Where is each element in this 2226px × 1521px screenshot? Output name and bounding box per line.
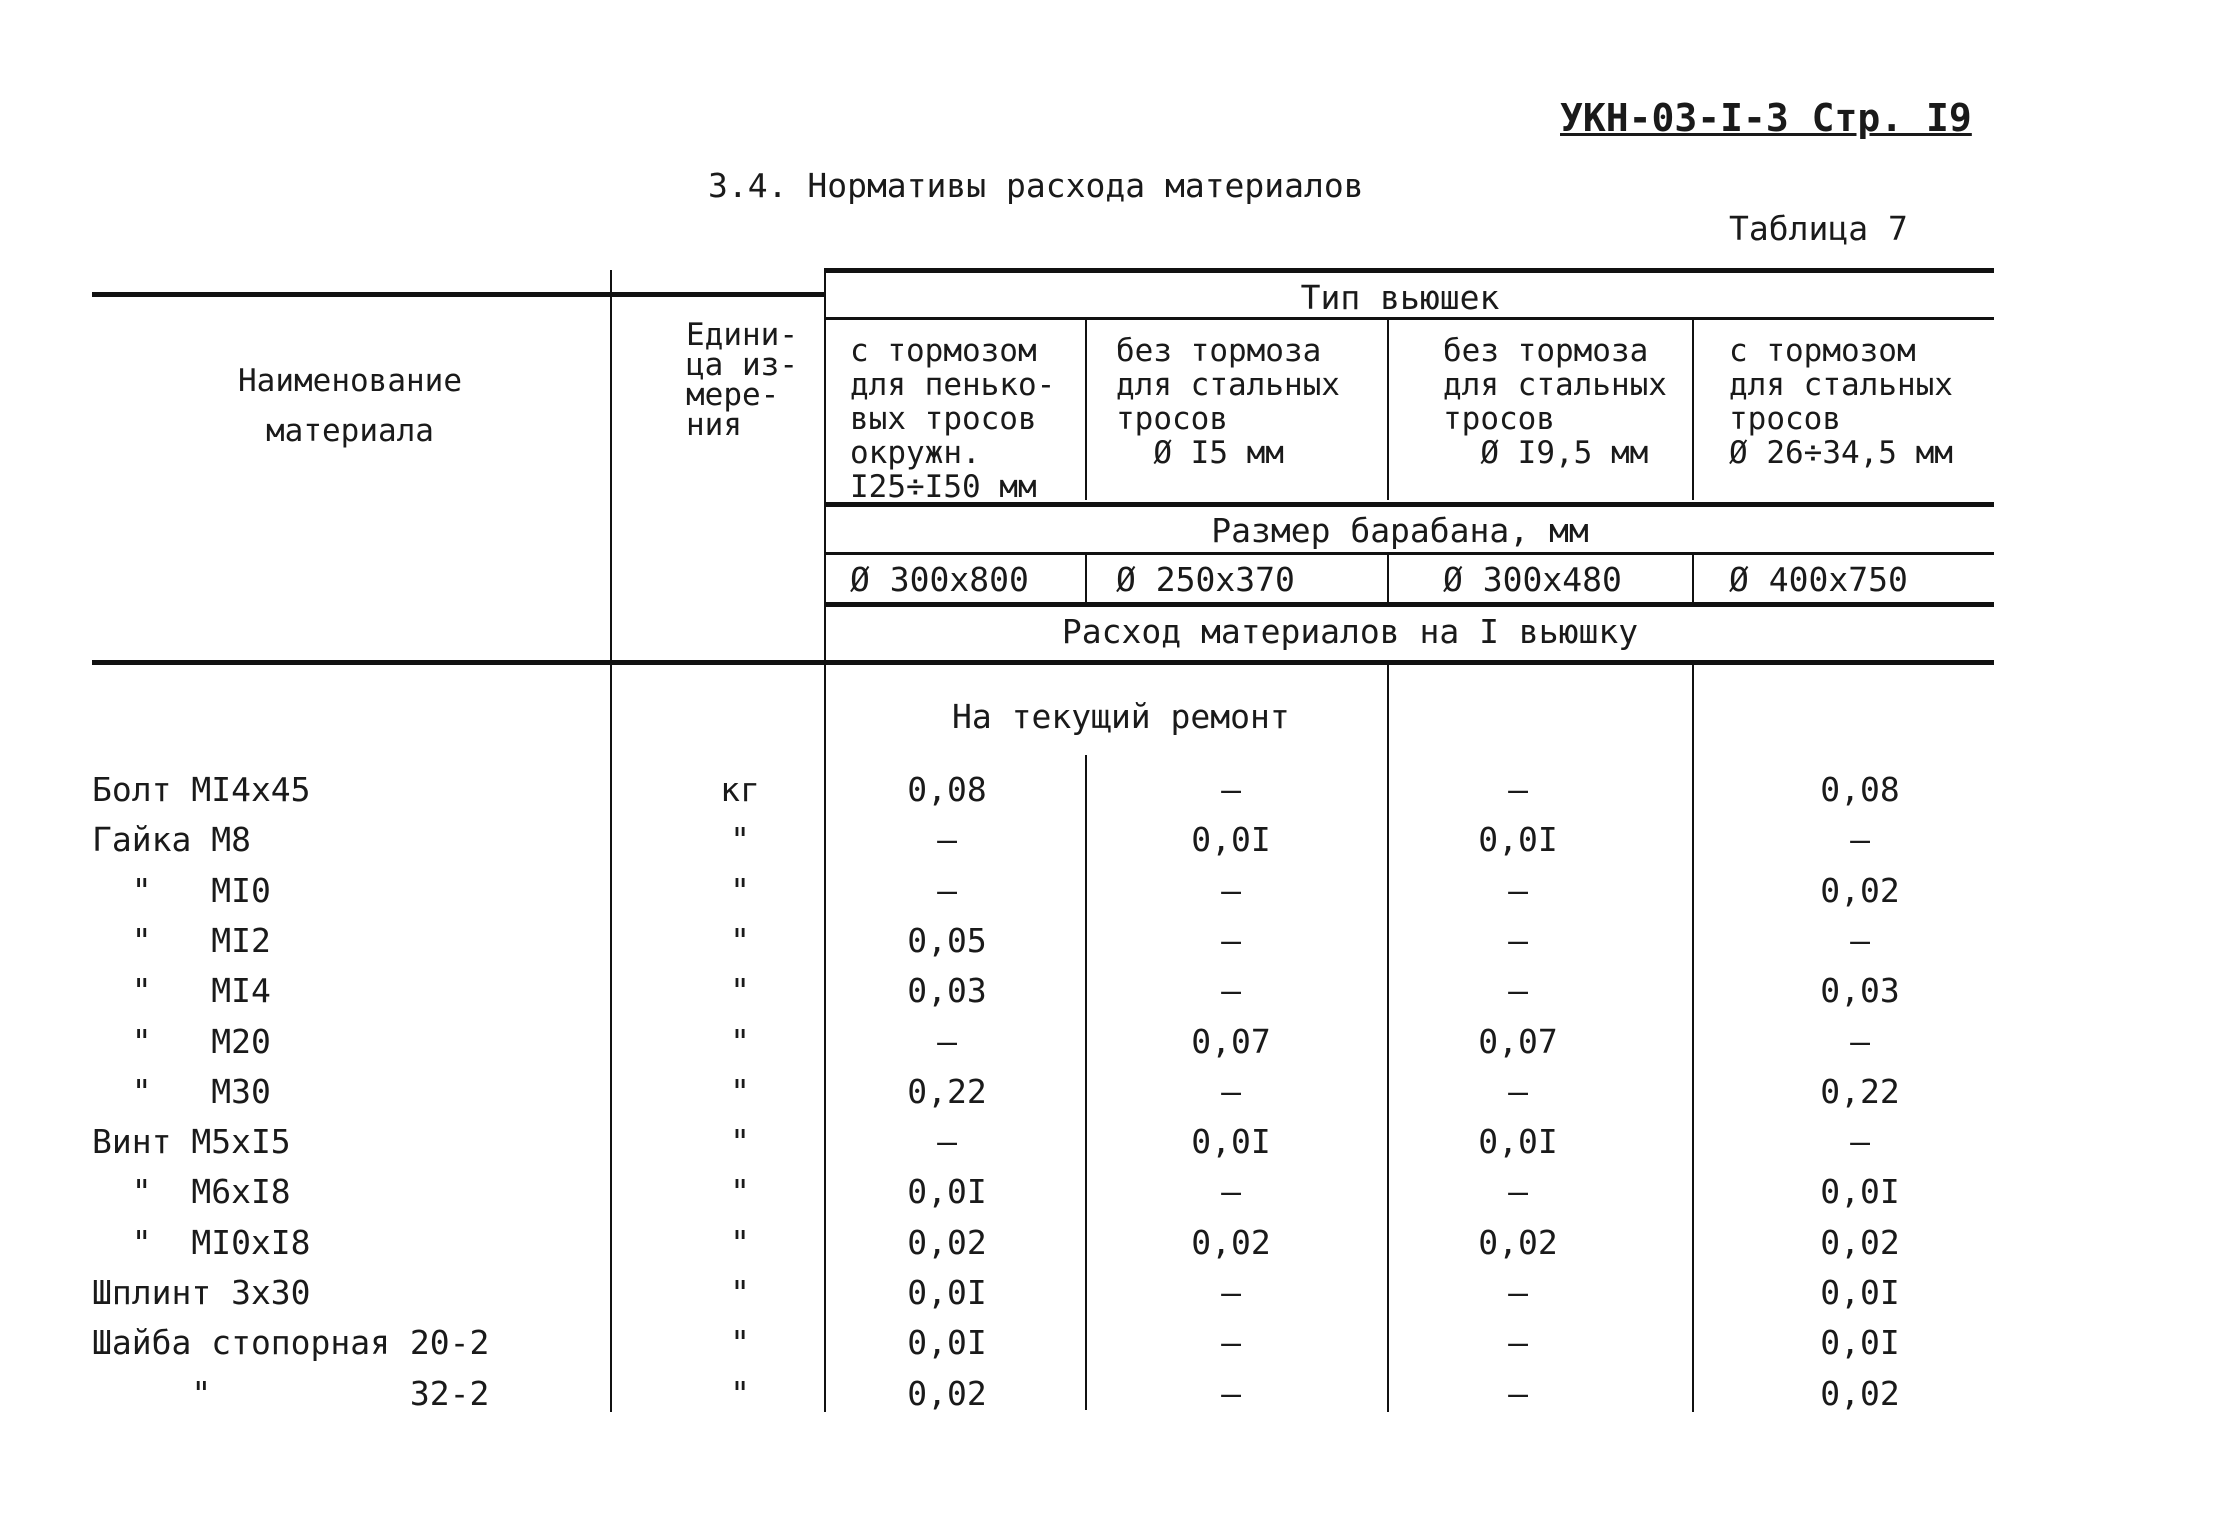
consumption-value: – [1850, 1122, 1870, 1161]
consumption-value: – [1508, 770, 1528, 809]
consumption-value: – [1508, 971, 1528, 1010]
drum-title: Размер барабана, мм [1211, 511, 1589, 550]
type-title-rule [824, 317, 1994, 320]
material-name: " MI4 [92, 971, 271, 1010]
consumption-value: – [1221, 871, 1241, 910]
table-top-left-rule [92, 292, 824, 297]
material-name: " M30 [92, 1072, 271, 1111]
consumption-value: 0,02 [1820, 871, 1900, 910]
consumption-value: – [1221, 1172, 1241, 1211]
unit-value: " [730, 1022, 750, 1061]
consumption-value: – [1508, 921, 1528, 960]
consumption-value: 0,0I [1191, 820, 1271, 859]
col-divider-drums-3-4 [1692, 555, 1694, 602]
consumption-value: 0,22 [907, 1072, 987, 1111]
material-name: Гайка M8 [92, 820, 251, 859]
unit-value: " [730, 820, 750, 859]
material-name: " MI0xI8 [92, 1223, 311, 1262]
consumption-value: 0,02 [1191, 1223, 1271, 1262]
consumption-value: 0,02 [907, 1374, 987, 1413]
consumption-value: 0,0I [1820, 1273, 1900, 1312]
material-name: " MI0 [92, 871, 271, 910]
consumption-value: 0,0I [1191, 1122, 1271, 1161]
col-divider-body-3-4 [1692, 662, 1694, 1412]
type-col-3: без тормоза для стальных тросов Ø I9,5 мм [1443, 333, 1667, 471]
consumption-value: 0,0I [1478, 820, 1558, 859]
consumption-value: – [1221, 1374, 1241, 1413]
table-label: Таблица 7 [1729, 209, 1908, 248]
unit-header: Едини- ца из- мере- ния [686, 317, 798, 443]
header-bottom-rule [92, 660, 1994, 665]
col-divider-body-1-2 [1085, 755, 1087, 1410]
consumption-value: – [1221, 1323, 1241, 1362]
consumption-value: – [937, 1022, 957, 1061]
consumption-value: – [937, 820, 957, 859]
section-subtitle: На текущий ремонт [952, 697, 1290, 736]
consumption-value: – [1221, 921, 1241, 960]
consumption-value: 0,0I [907, 1172, 987, 1211]
consumption-value: – [1221, 1273, 1241, 1312]
consumption-value: – [937, 871, 957, 910]
unit-value: " [730, 1273, 750, 1312]
material-name: " 32-2 [92, 1374, 490, 1413]
unit-value: " [730, 1374, 750, 1413]
consumption-value: – [1221, 971, 1241, 1010]
consumption-value: – [1508, 1172, 1528, 1211]
consumption-value: – [1508, 1323, 1528, 1362]
consumption-value: – [1508, 871, 1528, 910]
consumption-value: 0,02 [1820, 1374, 1900, 1413]
material-name: Шплинт 3x30 [92, 1273, 311, 1312]
consumption-value: 0,0I [907, 1323, 987, 1362]
consumption-value: 0,03 [1820, 971, 1900, 1010]
consumption-value: 0,08 [907, 770, 987, 809]
consumption-value: 0,0I [1478, 1122, 1558, 1161]
material-name: Винт M5xI5 [92, 1122, 291, 1161]
type-title: Тип вьюшек [1300, 278, 1500, 317]
type-col-2: без тормоза для стальных тросов Ø I5 мм [1116, 333, 1340, 471]
consumption-value: – [1850, 921, 1870, 960]
drum-col-1: Ø 300x800 [850, 560, 1029, 599]
consumption-title: Расход материалов на I вьюшку [1061, 612, 1639, 651]
section-title: 3.4. Нормативы расхода материалов [708, 166, 1364, 205]
col-divider-body-2-3 [1387, 662, 1389, 1412]
table-top-right-rule [824, 268, 1994, 273]
consumption-value: 0,0I [1820, 1172, 1900, 1211]
drum-title-rule [824, 552, 1994, 555]
unit-value: " [730, 921, 750, 960]
col-divider-drums-1-2 [1085, 555, 1087, 602]
drum-col-4: Ø 400x750 [1729, 560, 1908, 599]
consumption-value: 0,08 [1820, 770, 1900, 809]
consumption-value: – [1508, 1374, 1528, 1413]
unit-value: " [730, 1122, 750, 1161]
consumption-value: 0,22 [1820, 1072, 1900, 1111]
material-header: Наименование материала [238, 363, 462, 449]
material-name: Шайба стопорная 20-2 [92, 1323, 490, 1362]
consumption-value: 0,02 [1820, 1223, 1900, 1262]
consumption-value: – [1850, 820, 1870, 859]
consumption-value: 0,07 [1478, 1022, 1558, 1061]
consumption-value: – [937, 1122, 957, 1161]
unit-value: " [730, 1172, 750, 1211]
unit-value: " [730, 1072, 750, 1111]
drum-col-3: Ø 300x480 [1443, 560, 1622, 599]
document-reference: УКН-03-I-3 Стр. I9 [1560, 96, 1972, 140]
material-name: " M20 [92, 1022, 271, 1061]
material-name: Болт MI4x45 [92, 770, 311, 809]
type-col-1: с тормозом для пенько- вых тросов окружн. I25÷I50 мм [850, 333, 1056, 505]
consumption-top-rule [824, 602, 1994, 607]
type-col-4: с тормозом для стальных тросов Ø 26÷34,5 мм [1729, 333, 1953, 471]
unit-value: " [730, 971, 750, 1010]
col-divider-types-3-4 [1692, 320, 1694, 500]
consumption-value: – [1508, 1072, 1528, 1111]
col-divider-name-unit [610, 270, 612, 1412]
consumption-value: – [1508, 1273, 1528, 1312]
consumption-value: – [1221, 1072, 1241, 1111]
consumption-value: – [1850, 1022, 1870, 1061]
consumption-value: 0,03 [907, 971, 987, 1010]
consumption-value: 0,02 [1478, 1223, 1558, 1262]
unit-value: " [730, 1223, 750, 1262]
col-divider-types-2-3 [1387, 320, 1389, 500]
consumption-value: 0,07 [1191, 1022, 1271, 1061]
consumption-value: – [1221, 770, 1241, 809]
unit-value: " [730, 1323, 750, 1362]
material-name: " MI2 [92, 921, 271, 960]
consumption-value: 0,0I [1820, 1323, 1900, 1362]
unit-value: " [730, 871, 750, 910]
col-divider-drums-2-3 [1387, 555, 1389, 602]
material-name: " M6xI8 [92, 1172, 291, 1211]
consumption-value: 0,05 [907, 921, 987, 960]
consumption-value: 0,0I [907, 1273, 987, 1312]
col-divider-types-1-2 [1085, 320, 1087, 500]
consumption-value: 0,02 [907, 1223, 987, 1262]
drum-col-2: Ø 250x370 [1116, 560, 1295, 599]
unit-value: кг [720, 770, 760, 809]
